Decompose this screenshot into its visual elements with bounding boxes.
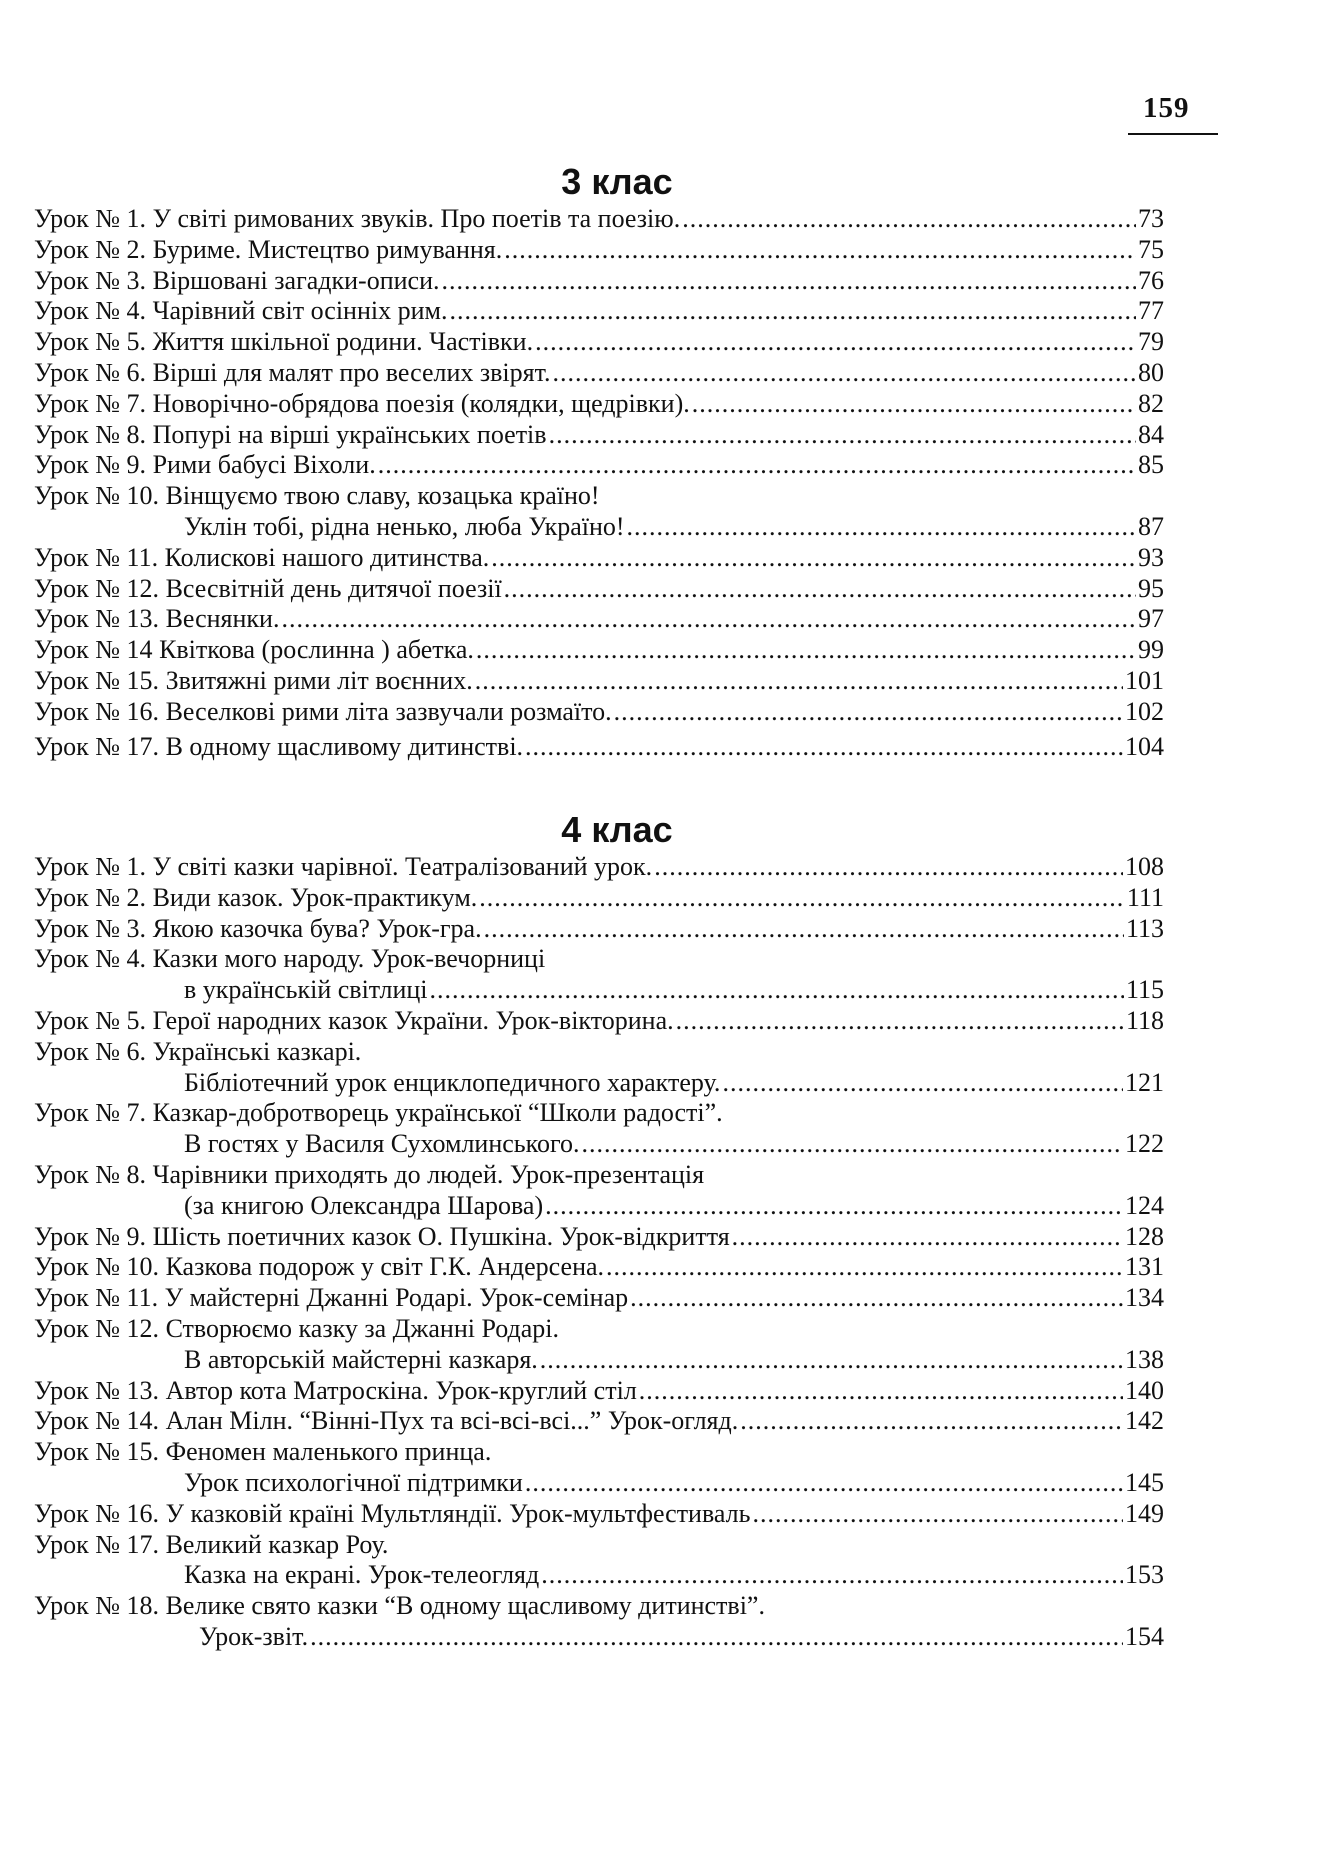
lesson-number: Урок № 12. bbox=[34, 1313, 160, 1343]
lesson-number: Урок № 2. bbox=[34, 882, 147, 912]
lesson-title: Феномен маленького принца. bbox=[165, 1437, 492, 1467]
lesson-title: Урок психологічної підтримки bbox=[184, 1467, 523, 1497]
lesson-number: Урок № 9. bbox=[34, 450, 147, 480]
lesson-title: Казка на екрані. Урок-телеогляд bbox=[184, 1560, 540, 1590]
lesson-number: Урок № 5. bbox=[34, 1005, 147, 1035]
toc-entry-line bbox=[34, 1437, 1164, 1468]
toc-entry-line bbox=[34, 543, 1164, 574]
page-ref: 153 bbox=[1125, 1560, 1164, 1590]
lesson-number: Урок № 3. bbox=[34, 913, 147, 943]
toc-entry-line bbox=[34, 358, 1164, 389]
lesson-number: Урок № 16. bbox=[34, 696, 160, 726]
toc-entry-line bbox=[34, 204, 1164, 235]
dot-leader bbox=[525, 732, 1123, 763]
section-grade-3 bbox=[34, 160, 1164, 762]
toc-entry-line bbox=[34, 327, 1164, 358]
toc-entry bbox=[34, 1406, 1164, 1437]
lesson-number: Урок № 5. bbox=[34, 327, 147, 357]
dot-leader bbox=[740, 1406, 1123, 1437]
toc-entry-line bbox=[34, 1006, 1164, 1037]
page-ref: 80 bbox=[1138, 357, 1164, 387]
dot-leader bbox=[676, 1006, 1124, 1037]
lesson-number: Урок № 17. bbox=[34, 1529, 160, 1559]
page-ref: 73 bbox=[1138, 204, 1164, 233]
lesson-title: Шість поетичних казок О. Пушкіна. Урок-відкриття bbox=[152, 1221, 730, 1251]
lesson-number: Урок № 4. bbox=[34, 944, 147, 974]
toc-entry-line bbox=[34, 512, 1164, 543]
toc-entry-line bbox=[34, 1560, 1164, 1591]
lesson-title: Квіткова (рослинна ) абетка. bbox=[159, 635, 474, 665]
page-ref: 75 bbox=[1138, 234, 1164, 264]
page-ref: 145 bbox=[1125, 1467, 1164, 1497]
page-ref: 85 bbox=[1138, 450, 1164, 480]
dot-leader bbox=[541, 1560, 1123, 1591]
page-number-underline bbox=[1128, 133, 1218, 135]
dot-leader bbox=[484, 914, 1124, 945]
lesson-title: Казки мого народу. Урок-вечорниці bbox=[152, 944, 546, 974]
toc-entry bbox=[34, 327, 1164, 358]
toc-entry-line bbox=[34, 1499, 1164, 1530]
lesson-title: У світі казки чарівної. Театралізований урок. bbox=[152, 852, 653, 881]
lesson-number: Урок № 13. bbox=[34, 1375, 160, 1405]
lesson-number: Урок № 10. bbox=[34, 1252, 160, 1282]
dot-leader bbox=[535, 327, 1136, 358]
lesson-number: Урок № 13. bbox=[34, 604, 160, 634]
toc-entry-line bbox=[34, 883, 1164, 914]
toc-entry bbox=[34, 358, 1164, 389]
page-number: 159 bbox=[1143, 92, 1190, 124]
dot-leader bbox=[449, 296, 1136, 327]
page-ref: 104 bbox=[1125, 731, 1164, 761]
toc-entry bbox=[34, 666, 1164, 697]
dot-leader bbox=[525, 1468, 1123, 1499]
page-ref: 149 bbox=[1125, 1498, 1164, 1528]
lesson-number: Урок № 11. bbox=[34, 542, 159, 572]
toc-entry-line bbox=[34, 975, 1164, 1006]
toc-entry bbox=[34, 1314, 1164, 1376]
dot-leader bbox=[722, 1068, 1123, 1099]
toc-entry-line bbox=[34, 635, 1164, 666]
page-ref: 84 bbox=[1138, 419, 1164, 449]
toc-entry bbox=[34, 1437, 1164, 1499]
lesson-number: Урок № 14. bbox=[34, 1406, 160, 1436]
toc-entry bbox=[34, 266, 1164, 297]
toc-entry bbox=[34, 1006, 1164, 1037]
dot-leader bbox=[281, 604, 1136, 635]
lesson-title: Створюємо казку за Джанні Родарі. bbox=[165, 1313, 560, 1343]
page-ref: 108 bbox=[1125, 852, 1164, 881]
dot-leader bbox=[504, 574, 1136, 605]
toc-entry-line bbox=[34, 1591, 1164, 1622]
lesson-number: Урок № 15. bbox=[34, 665, 160, 695]
lesson-title: Алан Мілн. “Вінні-Пух та всі-всі-всі...” Урок-огляд. bbox=[165, 1406, 739, 1436]
toc-list bbox=[34, 852, 1164, 1653]
page-ref: 121 bbox=[1125, 1067, 1164, 1097]
toc-entry-line bbox=[34, 574, 1164, 605]
toc-entry-line bbox=[34, 732, 1164, 763]
page-ref: 93 bbox=[1138, 542, 1164, 572]
lesson-title: Чарівники приходять до людей. Урок-презентація bbox=[152, 1159, 705, 1189]
lesson-title: Якою казочка бува? Урок-гра. bbox=[152, 913, 482, 943]
page-ref: 99 bbox=[1138, 635, 1164, 665]
page-ref: 102 bbox=[1125, 696, 1164, 726]
page-ref: 134 bbox=[1125, 1283, 1164, 1313]
toc-entry-line bbox=[34, 1222, 1164, 1253]
toc-entry bbox=[34, 732, 1164, 763]
lesson-number: Урок № 17. bbox=[34, 731, 160, 761]
toc-entry bbox=[34, 1591, 1164, 1653]
page-ref: 140 bbox=[1125, 1375, 1164, 1405]
toc-entry-line bbox=[34, 666, 1164, 697]
toc-entry-line bbox=[34, 266, 1164, 297]
toc-entry-line bbox=[34, 296, 1164, 327]
toc-entry-line bbox=[34, 914, 1164, 945]
lesson-title: Колискові нашого дитинства. bbox=[164, 542, 490, 572]
lesson-number: Урок № 12. bbox=[34, 573, 160, 603]
section-title: 4 клас bbox=[561, 809, 673, 850]
page-ref: 115 bbox=[1125, 975, 1164, 1005]
lesson-number: Урок № 8. bbox=[34, 419, 147, 449]
toc-list bbox=[34, 204, 1164, 762]
page-ref: 76 bbox=[1138, 265, 1164, 295]
toc-entry bbox=[34, 697, 1164, 728]
dot-leader bbox=[753, 1499, 1124, 1530]
lesson-title: Казкар-добротворець української “Школи радості”. bbox=[152, 1098, 723, 1128]
toc-entry bbox=[34, 1283, 1164, 1314]
toc-entry bbox=[34, 1530, 1164, 1592]
toc-entry bbox=[34, 204, 1164, 235]
dot-leader bbox=[491, 543, 1136, 574]
toc-entry-line bbox=[34, 235, 1164, 266]
dot-leader bbox=[545, 1191, 1123, 1222]
toc-entry-line bbox=[34, 1283, 1164, 1314]
page-ref: 154 bbox=[1125, 1621, 1164, 1651]
toc-entry-line bbox=[34, 1252, 1164, 1283]
page-ref: 101 bbox=[1125, 665, 1164, 695]
toc-entry-line bbox=[34, 1037, 1164, 1068]
lesson-title: в українській світлиці bbox=[184, 975, 428, 1005]
dot-leader bbox=[310, 1622, 1123, 1653]
toc-entry bbox=[34, 883, 1164, 914]
lesson-title: Буриме. Мистецтво римування. bbox=[152, 234, 503, 264]
toc-entry bbox=[34, 389, 1164, 420]
lesson-number: Урок № 6. bbox=[34, 357, 147, 387]
lesson-number: Урок № 10. bbox=[34, 481, 160, 511]
section-grade-4 bbox=[34, 808, 1164, 1653]
lesson-title: Вірші для малят про веселих звірят. bbox=[152, 357, 551, 387]
toc-entry bbox=[34, 944, 1164, 1006]
dot-leader bbox=[476, 635, 1136, 666]
toc-entry bbox=[34, 1098, 1164, 1160]
toc-entry bbox=[34, 450, 1164, 481]
dot-leader bbox=[479, 883, 1125, 914]
toc-entry-line bbox=[34, 1406, 1164, 1437]
toc-entry bbox=[34, 420, 1164, 451]
lesson-title: В гостях у Василя Сухомлинського. bbox=[184, 1129, 580, 1159]
toc-entry-line bbox=[34, 1129, 1164, 1160]
toc-entry-line bbox=[34, 420, 1164, 451]
toc-entry bbox=[34, 635, 1164, 666]
page-ref: 124 bbox=[1125, 1190, 1164, 1220]
lesson-number: Урок № 14 bbox=[34, 635, 153, 665]
toc-entry-line bbox=[34, 944, 1164, 975]
lesson-title: Герої народних казок України. Урок-вікторина. bbox=[152, 1005, 674, 1035]
lesson-title: В авторській майстерні казкаря. bbox=[184, 1344, 538, 1374]
lesson-number: Урок № 7. bbox=[34, 1098, 147, 1128]
page-ref: 77 bbox=[1138, 296, 1164, 326]
page-ref: 79 bbox=[1138, 327, 1164, 357]
toc-entry bbox=[34, 1252, 1164, 1283]
page-ref: 122 bbox=[1125, 1129, 1164, 1159]
lesson-title: Віршовані загадки-описи. bbox=[152, 265, 440, 295]
toc-entry bbox=[34, 1037, 1164, 1099]
lesson-title: Великий казкар Роу. bbox=[165, 1529, 389, 1559]
toc-entry bbox=[34, 1499, 1164, 1530]
dot-leader bbox=[504, 235, 1136, 266]
page-ref: 131 bbox=[1125, 1252, 1164, 1282]
toc-entry-line bbox=[34, 1530, 1164, 1561]
page-ref: 97 bbox=[1138, 604, 1164, 634]
page-ref: 87 bbox=[1138, 511, 1164, 541]
dot-leader bbox=[732, 1222, 1123, 1253]
page-ref: 113 bbox=[1125, 913, 1164, 943]
lesson-number: Урок № 1. bbox=[34, 852, 147, 881]
page-ref: 111 bbox=[1126, 882, 1164, 912]
lesson-title: Всесвітній день дитячої поезії bbox=[165, 573, 502, 603]
dot-leader bbox=[378, 450, 1136, 481]
toc-entry-line bbox=[34, 697, 1164, 728]
lesson-number: Урок № 11. bbox=[34, 1283, 159, 1313]
dot-leader bbox=[654, 852, 1123, 883]
lesson-title: Уклін тобі, рідна ненько, люба Україно! bbox=[184, 511, 625, 541]
toc-entry-line bbox=[34, 450, 1164, 481]
toc-entry-line bbox=[34, 481, 1164, 512]
lesson-title: Звитяжні рими літ воєнних. bbox=[165, 665, 473, 695]
lesson-title: Бібліотечний урок енциклопедичного характеру. bbox=[184, 1067, 721, 1097]
toc-entry bbox=[34, 1376, 1164, 1407]
page-ref: 95 bbox=[1138, 573, 1164, 603]
page-ref: 128 bbox=[1125, 1221, 1164, 1251]
toc-entry-line bbox=[34, 1314, 1164, 1345]
lesson-number: Урок № 9. bbox=[34, 1221, 147, 1251]
page-ref: 82 bbox=[1138, 388, 1164, 418]
toc-entry-line bbox=[34, 1345, 1164, 1376]
toc-entry bbox=[34, 1160, 1164, 1222]
dot-leader bbox=[549, 420, 1136, 451]
lesson-title: У майстерні Джанні Родарі. Урок-семінар bbox=[164, 1283, 629, 1313]
toc-entry bbox=[34, 235, 1164, 266]
lesson-title: Попурі на вірші українських поетів bbox=[152, 419, 547, 449]
lesson-title: Казкова подорож у світ Г.К. Андерсена. bbox=[165, 1252, 605, 1282]
page-ref: 118 bbox=[1125, 1005, 1164, 1035]
lesson-number: Урок № 6. bbox=[34, 1036, 147, 1066]
lesson-title: Велике свято казки “В одному щасливому дитинстві”. bbox=[165, 1591, 765, 1621]
lesson-title: Автор кота Матроскіна. Урок-круглий стіл bbox=[165, 1375, 637, 1405]
lesson-number: Урок № 7. bbox=[34, 388, 147, 418]
lesson-title: Веснянки. bbox=[165, 604, 280, 634]
toc-entry-line bbox=[34, 1376, 1164, 1407]
lesson-number: Урок № 4. bbox=[34, 296, 147, 326]
lesson-title: Рими бабусі Віхоли. bbox=[152, 450, 376, 480]
lesson-number: Урок № 8. bbox=[34, 1159, 147, 1189]
lesson-title: Українські казкарі. bbox=[152, 1036, 362, 1066]
lesson-title: В одному щасливому дитинстві. bbox=[165, 731, 524, 761]
lesson-title: (за книгою Олександра Шарова) bbox=[184, 1190, 544, 1220]
toc-entry-line bbox=[34, 1160, 1164, 1191]
dot-leader bbox=[553, 358, 1136, 389]
dot-leader bbox=[692, 389, 1136, 420]
lesson-title: У казковій країні Мультляндії. Урок-мультфестиваль bbox=[165, 1498, 751, 1528]
dot-leader bbox=[430, 975, 1124, 1006]
dot-leader bbox=[639, 1376, 1123, 1407]
page-ref: 142 bbox=[1125, 1406, 1164, 1436]
dot-leader bbox=[682, 204, 1136, 235]
lesson-title: Чарівний світ осінніх рим. bbox=[152, 296, 448, 326]
lesson-number: Урок № 16. bbox=[34, 1498, 160, 1528]
lesson-title: У світі римованих звуків. Про поетів та поезію. bbox=[152, 204, 681, 233]
dot-leader bbox=[475, 666, 1123, 697]
toc-entry-line bbox=[34, 604, 1164, 635]
toc-entry bbox=[34, 543, 1164, 574]
section-title: 3 клас bbox=[561, 161, 673, 202]
toc-entry bbox=[34, 481, 1164, 543]
dot-leader bbox=[627, 512, 1136, 543]
lesson-title: Види казок. Урок-практикум. bbox=[152, 882, 478, 912]
lesson-number: Урок № 2. bbox=[34, 234, 147, 264]
lesson-number: Урок № 15. bbox=[34, 1437, 160, 1467]
lesson-title: Урок-звіт. bbox=[199, 1621, 309, 1651]
toc-entry-line bbox=[34, 1191, 1164, 1222]
lesson-number: Урок № 3. bbox=[34, 265, 147, 295]
lesson-title: Веселкові рими літа зазвучали розмаїто. bbox=[165, 696, 612, 726]
lesson-number: Урок № 18. bbox=[34, 1591, 160, 1621]
toc-entry bbox=[34, 574, 1164, 605]
dot-leader bbox=[540, 1345, 1123, 1376]
page-ref: 138 bbox=[1125, 1344, 1164, 1374]
lesson-title: Життя шкільної родини. Частівки. bbox=[152, 327, 534, 357]
toc-entry-line bbox=[34, 1098, 1164, 1129]
lesson-number: Урок № 1. bbox=[34, 204, 147, 233]
toc-entry bbox=[34, 604, 1164, 635]
toc-entry bbox=[34, 296, 1164, 327]
toc-entry-line bbox=[34, 1622, 1164, 1653]
dot-leader bbox=[581, 1129, 1123, 1160]
dot-leader bbox=[630, 1283, 1123, 1314]
dot-leader bbox=[614, 697, 1123, 728]
lesson-title: Вінщуємо твою славу, козацька країно! bbox=[165, 481, 600, 511]
toc-entry-line bbox=[34, 1468, 1164, 1499]
dot-leader bbox=[442, 266, 1137, 297]
toc-entry bbox=[34, 1222, 1164, 1253]
toc-entry-line bbox=[34, 389, 1164, 420]
toc-entry-line bbox=[34, 1068, 1164, 1099]
lesson-title: Новорічно-обрядова поезія (колядки, щедрівки). bbox=[152, 388, 690, 418]
toc-entry-line bbox=[34, 852, 1164, 883]
toc-entry bbox=[34, 914, 1164, 945]
dot-leader bbox=[606, 1252, 1123, 1283]
toc-entry bbox=[34, 852, 1164, 883]
